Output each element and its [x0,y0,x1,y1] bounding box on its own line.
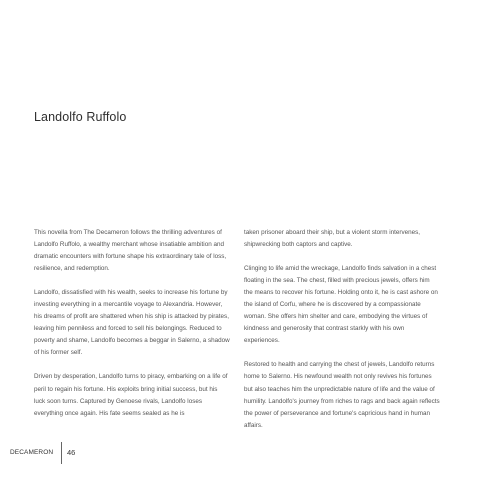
paragraph: Restored to health and carrying the chest of jewels, Landolfo returns home to Salerno. His newfound wealth not only revives his fortunes but also teaches him the unpredictable nature of life and the value of humility. Landolfo's journey from riches to rags and back again reflects the power of perseverance and fortune's capricious hand in human affairs. [244,361,440,429]
story-title: Landolfo Ruffolo [34,110,127,124]
left-text-column [34,227,230,432]
running-title: DECAMERON [10,449,54,456]
paragraph: This novella from The Decameron follows the thrilling adventures of Landolfo Ruffolo, a wealthy merchant whose insatiable ambition and dramatic encounters with fortune shape his extraordinary tale of loss, resilience, and redemption. [34,229,227,273]
right-text-column [244,227,440,444]
paragraph: Clinging to life amid the wreckage, Landolfo finds salvation in a chest floating in the sea. The chest, filled with precious jewels, offers him the means to recover his fortune. Holding onto it, he is cast ashore on the island of Corfu, where he is discovered by a compassionate woman. She offers him shelter and care, embodying the virtues of kindness and generosity that contrast starkly with his own experiences. [244,265,438,345]
page-number: 46 [67,448,76,457]
page-footer [0,438,480,468]
paragraph: Landolfo, dissatisfied with his wealth, seeks to increase his fortune by investing everything in a mercantile voyage to Alexandria. However, his dreams of profit are shattered when his ship is attacked by pirates, leaving him penniless and forced to sell his belongings. Reduced to poverty and shame, Landolfo becomes a beggar in Salerno, a shadow of his former self. [34,289,230,357]
footer-divider [61,442,62,464]
paragraph: Driven by desperation, Landolfo turns to piracy, embarking on a life of peril to regain his fortune. His exploits bring initial success, but his luck soon turns. Captured by Genoese rivals, Landolfo loses everything once again. His fate seems sealed as he is [34,373,228,417]
paragraph: taken prisoner aboard their ship, but a violent storm intervenes, shipwrecking both captors and captive. [244,229,421,249]
